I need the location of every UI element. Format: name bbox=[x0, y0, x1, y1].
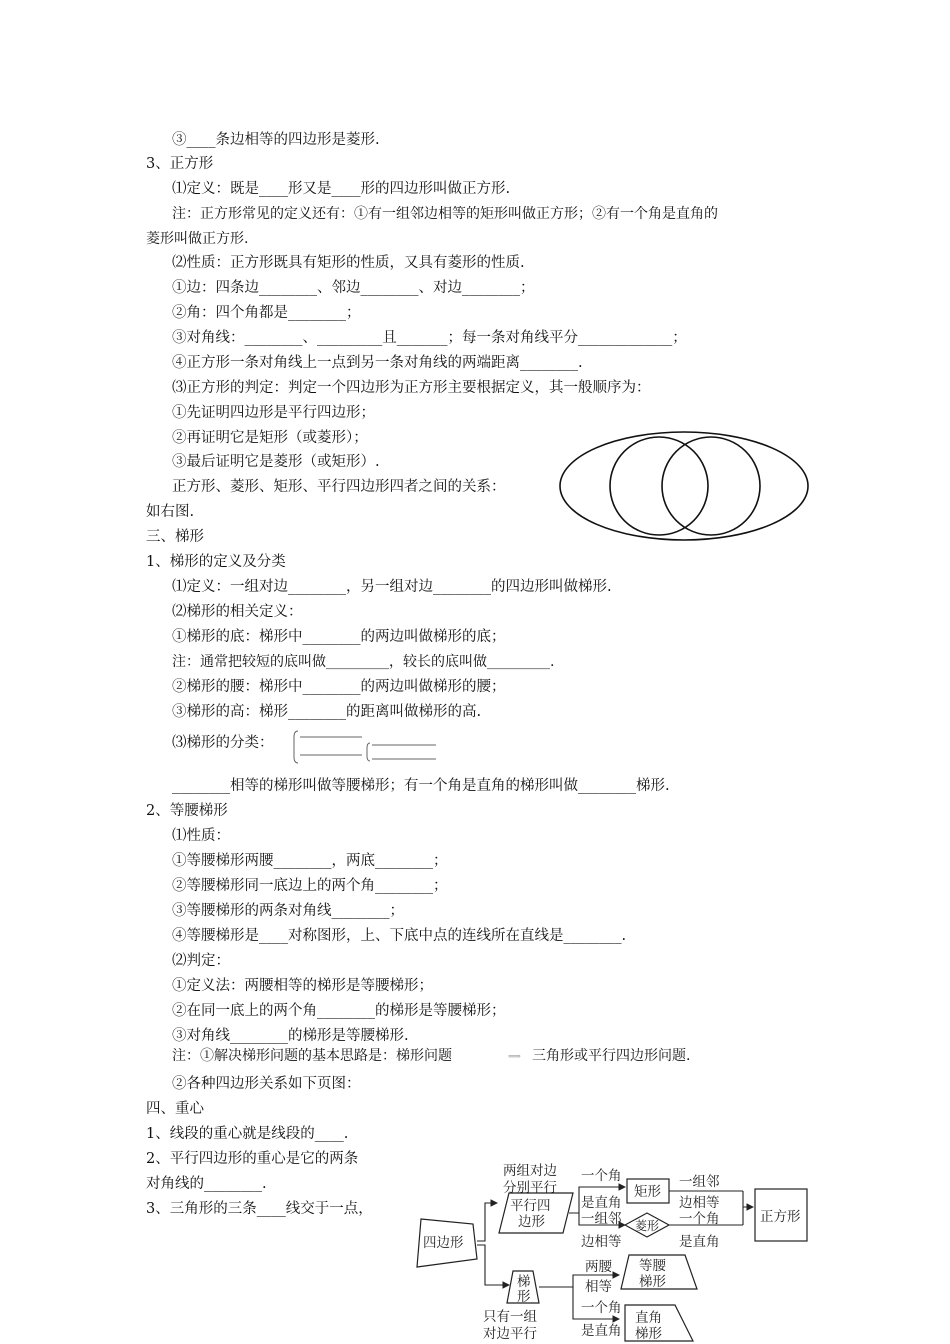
rect-square-cond-1: 一组邻 bbox=[679, 1174, 720, 1190]
cond-rect-2: 是直角 bbox=[581, 1195, 622, 1211]
text-line: ⑶正方形的判定：判定一个四边形为正方形主要根据定义，其一般顺序为： bbox=[172, 380, 651, 396]
text-line: ________相等的梯形叫做等腰梯形；有一个角是直角的梯形叫做________梯形. bbox=[172, 778, 670, 794]
cond-rhombus-1: 一组邻 bbox=[581, 1211, 622, 1227]
brace-left bbox=[294, 731, 298, 763]
arrow-mark: ⟹ bbox=[508, 1052, 521, 1062]
section-heading: 四、重心 bbox=[146, 1101, 204, 1117]
text-line: ④等腰梯形是____对称图形，上、下底中点的连线所在直线是________. bbox=[172, 928, 627, 944]
brace-right bbox=[367, 743, 370, 761]
text-line: ②角：四个角都是________； bbox=[172, 305, 361, 321]
cond-trapezoid-2: 对边平行 bbox=[483, 1326, 537, 1342]
note-line: 三角形或平行四边形问题. bbox=[532, 1048, 691, 1064]
rectangle-label: 矩形 bbox=[634, 1184, 661, 1200]
square-label: 正方形 bbox=[760, 1209, 801, 1225]
cond-parallel-1: 两组对边 bbox=[503, 1163, 557, 1179]
arrow-to-square bbox=[743, 1191, 753, 1225]
text-line: ⑶梯形的分类： bbox=[172, 735, 274, 751]
text-line: 正方形、菱形、矩形、平行四边形四者之间的关系： bbox=[172, 479, 506, 495]
text-line: ①梯形的底：梯形中________的两边叫做梯形的底； bbox=[172, 629, 506, 645]
quadrilateral-relation-diagram bbox=[558, 430, 812, 542]
isosceles-label-2: 梯形 bbox=[639, 1274, 666, 1290]
text-line: ③对角线________的梯形是等腰梯形. bbox=[172, 1028, 409, 1044]
text-line: ③梯形的高：梯形________的距离叫做梯形的高. bbox=[172, 704, 482, 720]
rect-square-cond-2: 边相等 bbox=[679, 1195, 720, 1211]
cond-rhombus-2: 边相等 bbox=[581, 1234, 622, 1250]
right-label-2: 梯形 bbox=[635, 1326, 662, 1342]
classification-brace bbox=[290, 729, 440, 765]
quadrilateral-label: 四边形 bbox=[423, 1235, 464, 1251]
text-line: ③____条边相等的四边形是菱形. bbox=[172, 132, 380, 148]
text-line: ②在同一底上的两个角________的梯形是等腰梯形； bbox=[172, 1003, 506, 1019]
text-line: ①先证明四边形是平行四边形； bbox=[172, 405, 375, 421]
text-line: ⑴定义：一组对边________，另一组对边________的四边形叫做梯形. bbox=[172, 579, 612, 595]
trapezoid-label-2: 形 bbox=[517, 1289, 531, 1305]
text-line: ⑵性质：正方形既具有矩形的性质，又具有菱形的性质. bbox=[172, 255, 525, 271]
text-line: ⑴性质： bbox=[172, 828, 230, 844]
cond-parallel-2: 分别平行 bbox=[503, 1180, 557, 1196]
text-line: 如右图. bbox=[146, 504, 195, 520]
left-circle bbox=[610, 437, 708, 535]
note-line: 注：①解决梯形问题的基本思路是：梯形问题 bbox=[172, 1048, 452, 1064]
parallelogram-label-2: 边形 bbox=[518, 1214, 545, 1230]
section-heading: 2、等腰梯形 bbox=[146, 803, 228, 819]
section-heading: 三、梯形 bbox=[146, 529, 204, 545]
text-line: ②再证明它是矩形（或菱形）； bbox=[172, 430, 368, 446]
right-circle bbox=[662, 437, 760, 535]
section-heading: 1、梯形的定义及分类 bbox=[146, 554, 286, 570]
text-line: ③最后证明它是菱形（或矩形）. bbox=[172, 454, 380, 470]
text-line: ⑵梯形的相关定义： bbox=[172, 604, 303, 620]
rhom-square-cond-1: 一个角 bbox=[679, 1211, 720, 1227]
cond-isosceles-1: 两腰 bbox=[585, 1259, 612, 1275]
note-line: 注：通常把较短的底叫做_________，较长的底叫做_________. bbox=[172, 654, 555, 670]
cond-isosceles-2: 相等 bbox=[585, 1279, 612, 1295]
cond-rect-1: 一个角 bbox=[581, 1168, 622, 1184]
text-line: ⑴定义：既是____形又是____形的四边形叫做正方形. bbox=[172, 181, 511, 197]
note-line: 菱形叫做正方形. bbox=[146, 231, 249, 247]
text-line: ④正方形一条对角线上一点到另一条对角线的两端距离________. bbox=[172, 355, 583, 371]
branch-lower bbox=[477, 1245, 509, 1285]
note-line: 注：正方形常见的定义还有：①有一组邻边相等的矩形叫做正方形；②有一个角是直角的 bbox=[172, 206, 718, 222]
text-line: ②等腰梯形同一底边上的两个角________； bbox=[172, 878, 448, 894]
text-line: 对角线的________. bbox=[146, 1176, 267, 1192]
text-line: 3、三角形的三条____线交于一点， bbox=[146, 1201, 373, 1217]
outer-ellipse bbox=[560, 432, 808, 540]
text-line: ③对角线：________、_________且_______；每一条对角线平分_____________； bbox=[172, 330, 687, 346]
text-line: ②各种四边形关系如下页图： bbox=[172, 1076, 361, 1092]
text-line: ①等腰梯形两腰________，两底________； bbox=[172, 853, 448, 869]
isosceles-label-1: 等腰 bbox=[639, 1258, 666, 1274]
cond-right-1: 一个角 bbox=[581, 1300, 622, 1316]
text-line: 2、平行四边形的重心是它的两条 bbox=[146, 1151, 359, 1167]
cond-trapezoid-1: 只有一组 bbox=[483, 1309, 537, 1325]
branch-upper bbox=[477, 1203, 497, 1241]
text-line: ①边：四条边________、邻边________、对边________； bbox=[172, 280, 535, 296]
right-label-1: 直角 bbox=[635, 1310, 662, 1326]
text-line: 1、线段的重心就是线段的____. bbox=[146, 1126, 349, 1142]
cond-right-2: 是直角 bbox=[581, 1323, 622, 1339]
quadrilateral-flowchart bbox=[413, 1155, 813, 1344]
text-line: ①定义法：两腰相等的梯形是等腰梯形； bbox=[172, 978, 433, 994]
section-heading: 3、正方形 bbox=[146, 156, 214, 172]
parallelogram-label-1: 平行四 bbox=[510, 1198, 551, 1214]
rhom-square-cond-2: 是直角 bbox=[679, 1234, 720, 1250]
rhombus-label: 菱形 bbox=[635, 1219, 660, 1233]
trapezoid-label-1: 梯 bbox=[517, 1274, 531, 1290]
text-line: ②梯形的腰：梯形中________的两边叫做梯形的腰； bbox=[172, 679, 506, 695]
text-line: ③等腰梯形的两条对角线________； bbox=[172, 903, 404, 919]
text-line: ⑵判定： bbox=[172, 953, 230, 969]
